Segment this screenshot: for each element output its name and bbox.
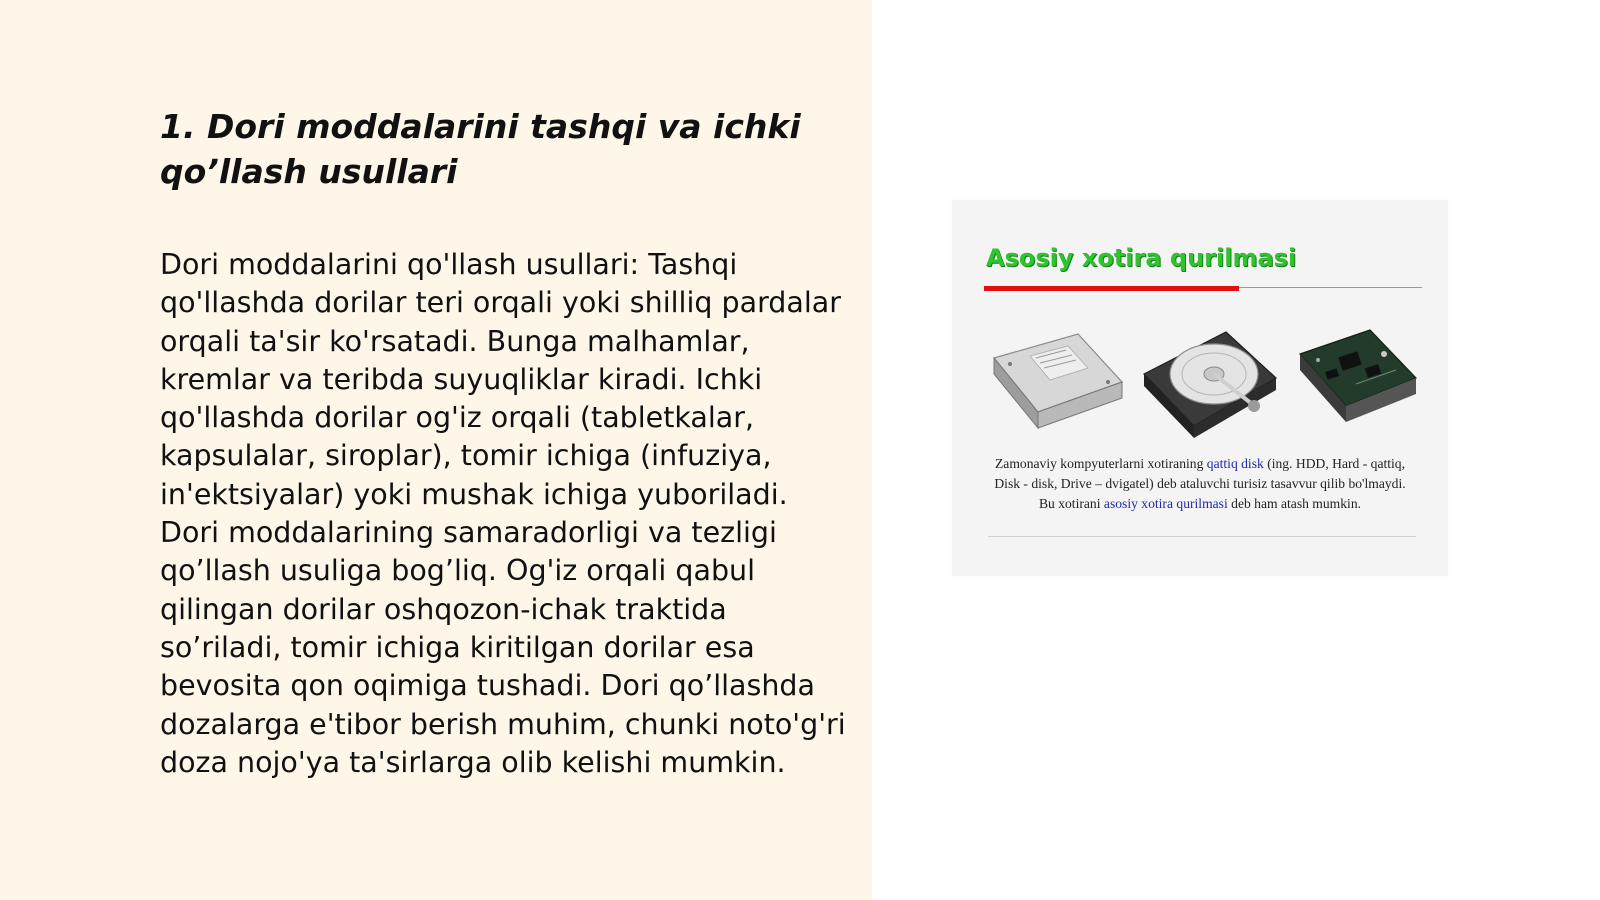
hard-drive-board-icon	[1296, 324, 1420, 432]
hard-drive-illustration	[952, 200, 1448, 576]
illustration-title: Asosiy xotira qurilmasi	[986, 244, 1297, 272]
caption-text: deb ham atash mumkin.	[1227, 496, 1362, 511]
caption-divider	[988, 536, 1416, 537]
caption-text: Zamonaviy kompyuterlarni xotiraning	[994, 456, 1207, 471]
slide-body-text: Dori moddalarini qo'llash usullari: Tashqi qo'llashda dorilar teri orqali yoki shilliq pardalar orqali ta'sir ko'rsatadi. Bunga malhamlar, kremlar va teribda suyuqliklar kiradi. Ichki qo'llashda dorilar og'iz orqali (tabletkalar, kapsulalar, siroplar), tomir ichiga (infuziya, in'ektsiyalar) yoki mushak ichiga yuboriladi. Dori moddalarining samaradorligi va tezligi qo’llash usuliga bog’liq. Og'iz orqali qabul qilingan dorilar oshqozon-ichak traktida so’riladi, tomir ichiga kiritilgan dorilar esa bevosita qon oqimiga tushadi. Dori qo’llashda dozalarga e'tibor berish muhim, chunki noto'g'ri doza nojo'ya ta'sirlarga olib kelishi mumkin.	[160, 248, 846, 779]
title-underline-gray	[1239, 287, 1422, 288]
caption-link-main-memory: asosiy xotira qurilmasi	[1103, 496, 1228, 511]
illustration-caption	[992, 454, 1408, 514]
caption-text: (ing. HDD, Hard - qattiq, Disk - disk, Drive – dvigatel) deb ataluvchi turisiz tasavvur qilib bo'lmaydi. Bu xotirani	[994, 456, 1406, 511]
caption-link-hard-disk: qattiq disk	[1206, 456, 1264, 471]
slide-title: 1. Dori moddalarini tashqi va ichki qo’llash usullari	[160, 107, 801, 191]
title-underline-red	[984, 286, 1239, 291]
hard-drive-open-icon	[1140, 326, 1280, 440]
hard-drive-closed-icon	[990, 324, 1126, 436]
